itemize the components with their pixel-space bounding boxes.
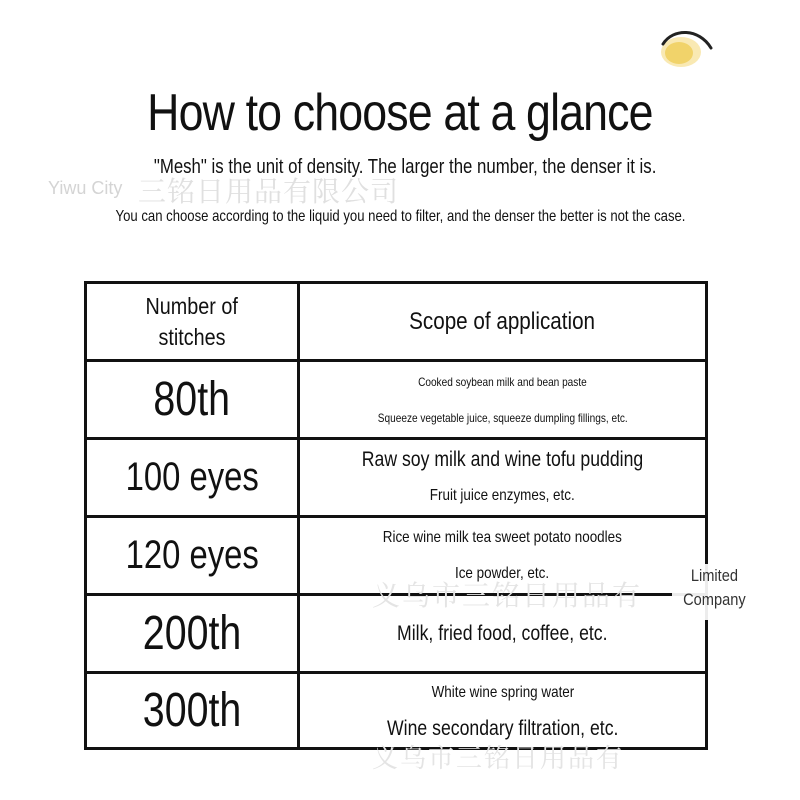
application-line: Wine secondary filtration, etc. (386, 716, 619, 740)
application-300 (300, 674, 705, 747)
subtitle-density: "Mesh" is the unit of density. The larger the number, the denser it is. (153, 156, 657, 178)
mesh-value-120: 120 eyes (87, 518, 300, 596)
application-line: Cooked soybean milk and bean paste (418, 374, 587, 389)
application-line: Fruit juice enzymes, etc. (430, 486, 575, 504)
subtitle-advice: You can choose according to the liquid you need to filter, and the denser the better is not the case. (115, 208, 685, 225)
application-line: Squeeze vegetable juice, squeeze dumpling fillings, etc. (377, 410, 628, 425)
application-line: Ice powder, etc. (455, 564, 550, 582)
application-100 (300, 440, 705, 518)
mesh-value-200: 200th (87, 596, 300, 674)
header-left-line-1: Number of (145, 292, 239, 319)
limited-label-line-2: Company (682, 590, 746, 609)
sun-decoration-icon (655, 26, 715, 76)
application-line: White wine spring water (431, 683, 574, 701)
mesh-value-80: 80th (87, 362, 300, 440)
application-line: Raw soy milk and wine tofu pudding (361, 447, 644, 471)
header-left-line-2: stitches (158, 323, 226, 350)
header-number-of-stitches (87, 284, 300, 362)
mesh-value-300: 300th (87, 674, 300, 747)
application-line: Rice wine milk tea sweet potato noodles (382, 528, 623, 546)
watermark-company-top: 三铭日用品有限公司 (138, 176, 400, 207)
application-80 (300, 362, 705, 440)
limited-label-line-1: Limited (690, 566, 738, 585)
limited-company-label (672, 564, 756, 620)
mesh-value-100: 100 eyes (87, 440, 300, 518)
page-title: How to choose at a glance (147, 83, 653, 142)
header-scope-of-application: Scope of application (300, 284, 705, 362)
mesh-table (84, 281, 708, 750)
watermark-company-mid: 义乌市三铭日用品有 (372, 580, 643, 611)
watermark-city: Yiwu City (48, 178, 123, 198)
application-line: Milk, fried food, coffee, etc. (397, 621, 608, 645)
watermark-company-bottom: 义乌市三铭日用品有 (372, 743, 625, 773)
